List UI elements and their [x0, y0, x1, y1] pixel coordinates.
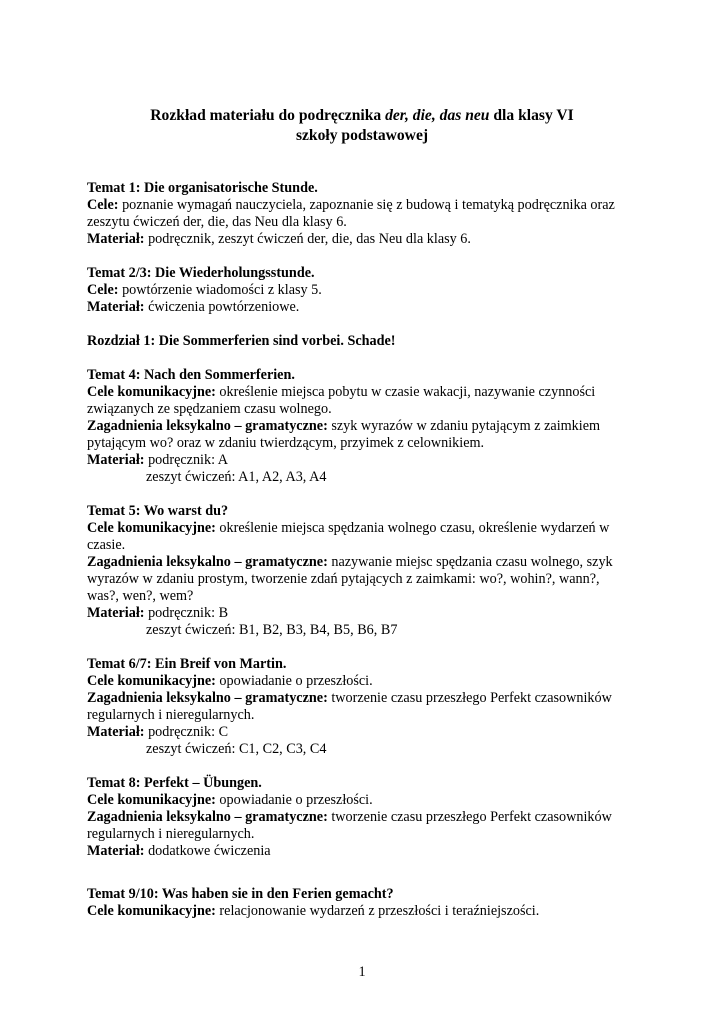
- workbook-line: zeszyt ćwiczeń: B1, B2, B3, B4, B5, B6, B7: [146, 622, 398, 638]
- grammar-line: Zagadnienia leksykalno – gramatyczne: tworzenie czasu przeszłego Perfekt czasowników: [87, 690, 612, 706]
- document-subtitle: szkoły podstawowej: [295, 127, 429, 144]
- material-line: Materiał: dodatkowe ćwiczenia: [87, 843, 271, 859]
- document-title: Rozkład materiału do podręcznika der, die, das neu dla klasy VI: [150, 107, 574, 124]
- communication-goals-line: Cele komunikacyjne: określenie miejsca spędzania wolnego czasu, określenie wydarzeń w: [87, 520, 610, 536]
- topic-heading: Temat 6/7: Ein Breif von Martin.: [87, 656, 287, 672]
- material-line: Materiał: ćwiczenia powtórzeniowe.: [87, 299, 300, 315]
- communication-goals-line: Cele komunikacyjne: opowiadanie o przeszłości.: [87, 792, 373, 808]
- topic-heading: Temat 1: Die organisatorische Stunde.: [87, 180, 318, 196]
- grammar-line: Zagadnienia leksykalno – gramatyczne: tworzenie czasu przeszłego Perfekt czasowników: [87, 809, 612, 825]
- chapter-heading: Rozdział 1: Die Sommerferien sind vorbei. Schade!: [87, 333, 396, 349]
- communication-goals-line: Cele komunikacyjne: opowiadanie o przeszłości.: [87, 673, 373, 689]
- topic-heading: Temat 5: Wo warst du?: [87, 503, 229, 519]
- workbook-line: zeszyt ćwiczeń: C1, C2, C3, C4: [146, 741, 327, 757]
- text-line: regularnych i nieregularnych.: [87, 826, 255, 842]
- topic-heading: Temat 8: Perfekt – Übungen.: [87, 775, 262, 791]
- text-line: czasie.: [87, 537, 126, 553]
- goals-line: Cele: poznanie wymagań nauczyciela, zapoznanie się z budową i tematyką podręcznika oraz: [87, 197, 615, 213]
- material-line: Materiał: podręcznik: A: [87, 452, 229, 468]
- grammar-line: Zagadnienia leksykalno – gramatyczne: szyk wyrazów w zdaniu pytającym z zaimkiem: [87, 418, 601, 434]
- text-line: regularnych i nieregularnych.: [87, 707, 255, 723]
- grammar-line: Zagadnienia leksykalno – gramatyczne: nazywanie miejsc spędzania czasu wolnego, szyk: [87, 554, 613, 570]
- text-line: pytającym wo? oraz w zdaniu twierdzącym, przyimek z celownikiem.: [87, 435, 485, 451]
- material-line: Materiał: podręcznik: C: [87, 724, 229, 740]
- topic-heading: Temat 4: Nach den Sommerferien.: [87, 367, 295, 383]
- communication-goals-line: Cele komunikacyjne: relacjonowanie wydarzeń z przeszłości i teraźniejszości.: [87, 903, 540, 919]
- page-number: 1: [358, 964, 366, 980]
- communication-goals-line: Cele komunikacyjne: określenie miejsca pobytu w czasie wakacji, nazywanie czynności: [87, 384, 596, 400]
- material-line: Materiał: podręcznik, zeszyt ćwiczeń der, die, das Neu dla klasy 6.: [87, 231, 471, 247]
- topic-heading: Temat 2/3: Die Wiederholungsstunde.: [87, 265, 315, 281]
- text-line: wyrazów w zdaniu prostym, tworzenie zdań pytających z zaimkami: wo?, wohin?, wann?,: [87, 571, 600, 587]
- text-line: zeszytu ćwiczeń der, die, das Neu dla klasy 6.: [87, 214, 347, 230]
- text-line: was?, wen?, wem?: [87, 588, 194, 604]
- material-line: Materiał: podręcznik: B: [87, 605, 229, 621]
- goals-line: Cele: powtórzenie wiadomości z klasy 5.: [87, 282, 322, 298]
- text-line: związanych ze spędzaniem czasu wolnego.: [87, 401, 332, 417]
- workbook-line: zeszyt ćwiczeń: A1, A2, A3, A4: [146, 469, 327, 485]
- topic-heading: Temat 9/10: Was haben sie in den Ferien gemacht?: [87, 886, 394, 902]
